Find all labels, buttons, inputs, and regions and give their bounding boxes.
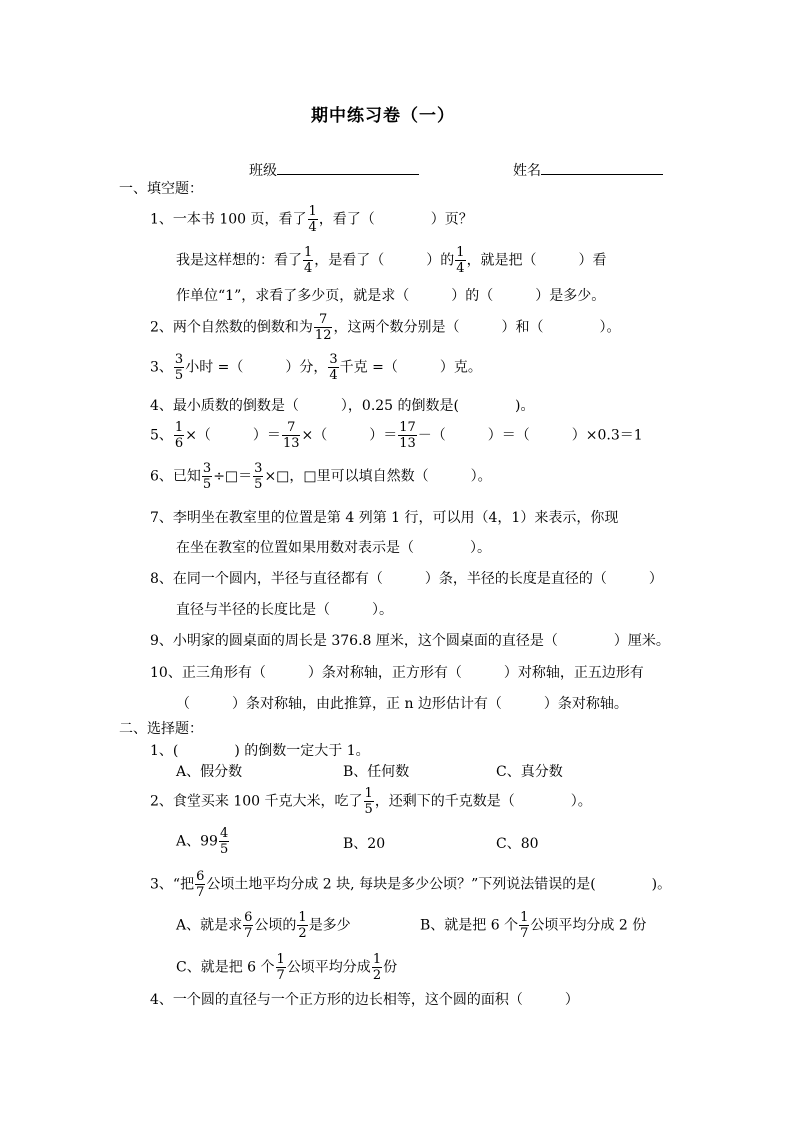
text: A、99 [176,833,218,850]
denominator: 2 [298,926,307,941]
class-field [249,160,419,178]
fraction [219,827,229,856]
denominator: 5 [174,368,184,383]
text: 份 [383,959,398,976]
denominator: 5 [219,842,229,857]
denominator: 7 [276,968,285,983]
s1-q1-line3: 作单位“1”，求看了多少页，就是求（ ）的（ ）是多少。 [176,288,606,304]
text: ÷□＝ [213,468,253,485]
denominator: 4 [308,220,317,235]
text: ×□，□里可以填自然数（ ）。 [264,468,492,485]
text: ，是看了（ ）的 [314,252,455,269]
s1-q9: 9、小明家的圆桌面的周长是 376.8 厘米，这个圆桌面的直径是（ ）厘米。 [150,633,670,649]
denominator: 4 [329,368,338,383]
numerator: 1 [298,910,307,925]
denominator: 4 [456,261,465,276]
numerator: 1 [372,952,382,967]
fraction [202,462,212,491]
denominator: 13 [399,436,416,451]
fraction [297,911,307,940]
denominator: 6 [174,436,184,451]
text: ，还剩下的千克数是（ ）。 [374,793,592,810]
denominator: 5 [364,802,373,817]
denominator: 4 [304,261,313,276]
denominator: 12 [314,328,332,343]
s2-q2-option-a [176,827,230,856]
text: 小时 =（ ）分， [185,359,328,376]
s1-q10-line1: 10、正三角形有（ ）条对称轴，正方形有（ ）对称轴，正五边形有 [150,665,644,681]
fraction [195,870,205,899]
s1-q1-line2 [176,246,607,275]
fraction [372,953,382,982]
numerator: 1 [276,952,285,967]
numerator: 1 [520,910,529,925]
s1-q1-line1 [150,205,473,234]
numerator: 1 [364,786,373,801]
name-blank[interactable] [541,160,663,175]
name-label: 姓名 [513,163,541,179]
text: ，就是把（ ）看 [466,252,607,269]
denominator: 7 [520,926,529,941]
s2-q1-stem: 1、( ) 的倒数一定大于 1。 [150,743,370,759]
numerator: 3 [254,461,263,476]
s2-q2-option-c: C、80 [496,836,539,852]
numerator: 3 [202,461,212,476]
fraction [328,353,338,382]
text: 1、一本书 100 页，看了 [150,211,307,228]
s1-q2 [150,313,620,342]
s1-q8-line2: 直径与半径的长度比是（ ）。 [176,602,393,618]
numerator: 1 [308,204,317,219]
text: 千克 =（ ）克。 [339,359,482,376]
class-label: 班级 [249,163,277,179]
fraction [364,787,374,816]
denominator: 13 [282,436,300,451]
s1-q4: 4、最小质数的倒数是（ ），0.25 的倒数是( )。 [150,398,535,414]
text: ，看了（ ）页？ [318,211,473,228]
numerator: 3 [174,352,184,367]
fraction [308,205,318,234]
fraction [174,353,184,382]
s1-q3 [150,353,482,382]
s2-q2-option-b: B、20 [343,836,386,852]
section1-heading: 一、填空题： [119,181,203,197]
text: 公顷平均分成 [286,959,371,976]
s2-q3-option-c [176,953,397,982]
s1-q7-line1: 7、李明坐在教室里的位置是第 4 列第 1 行，可以用（4，1）来表示，你现 [150,510,619,526]
fraction [253,462,263,491]
text: 公顷平均分成 2 份 [530,917,647,934]
numerator: 17 [399,420,416,435]
text: ×（ ）＝ [185,427,281,444]
s2-q3-option-a [176,911,351,940]
denominator: 2 [372,968,382,983]
text: 6、已知 [150,468,201,485]
numerator: 7 [314,313,333,328]
denominator: 5 [254,477,263,492]
fraction [519,911,529,940]
text: A、就是求 [176,917,243,934]
numerator: 3 [329,352,338,367]
fraction [243,911,253,940]
fraction [314,313,333,342]
s2-q1-option-c: C、真分数 [496,764,563,780]
fraction [303,246,313,275]
text: 3、“把 [150,876,195,893]
fraction [276,953,286,982]
numerator: 1 [304,245,313,260]
section2-heading: 二、选择题： [119,721,203,737]
text: 2、食堂买来 100 千克大米，吃了 [150,793,363,810]
text: ，这两个数分别是（ ）和（ ）。 [333,319,621,336]
name-field [513,160,663,178]
text: 公顷土地平均分成 2 块, 每块是多少公顷？”下列说法错误的是( )。 [206,876,672,893]
class-blank[interactable] [277,160,419,175]
numerator: 1 [456,245,465,260]
numerator: 6 [244,910,253,925]
s1-q7-line2: 在坐在教室的位置如果用数对表示是（ ）。 [176,540,491,556]
denominator: 5 [202,477,212,492]
text: 我是这样想的：看了 [176,252,302,269]
s2-q4: 4、一个圆的直径与一个正方形的边长相等，这个圆的面积（ ） [150,992,579,1008]
s2-q2-stem [150,787,592,816]
text: ×（ ）＝ [301,427,398,444]
text: B、就是把 6 个 [420,917,519,934]
text: 5、 [150,427,173,444]
s2-q1-option-a: A、假分数 [176,764,243,780]
fraction [398,421,417,450]
fraction [174,421,184,450]
text: 2、两个自然数的倒数和为 [150,319,313,336]
text: 3、 [150,359,173,376]
s2-q3-stem [150,870,671,899]
fraction [455,246,465,275]
text: －（ ）＝（ ）×0.3＝1 [417,427,643,444]
fraction [282,421,301,450]
numerator: 4 [219,826,229,841]
text: C、就是把 6 个 [176,959,275,976]
numerator: 1 [174,420,184,435]
s1-q6 [150,462,492,491]
page-title: 期中练习卷（一） [311,106,455,126]
s1-q8-line1: 8、在同一个圆内，半径与直径都有（ ）条，半径的长度是直径的（ ） [150,571,663,587]
s2-q1-option-b: B、任何数 [343,764,410,780]
denominator: 7 [244,926,253,941]
numerator: 7 [282,421,301,436]
s1-q10-line2: （ ）条对称轴，由此推算，正 n 边形估计有（ ）条对称轴。 [176,696,628,712]
numerator: 6 [196,869,205,884]
s2-q3-option-b [420,911,646,940]
denominator: 7 [196,885,205,900]
s1-q5 [150,421,643,450]
text: 是多少 [308,917,351,934]
text: 公顷的 [254,917,297,934]
